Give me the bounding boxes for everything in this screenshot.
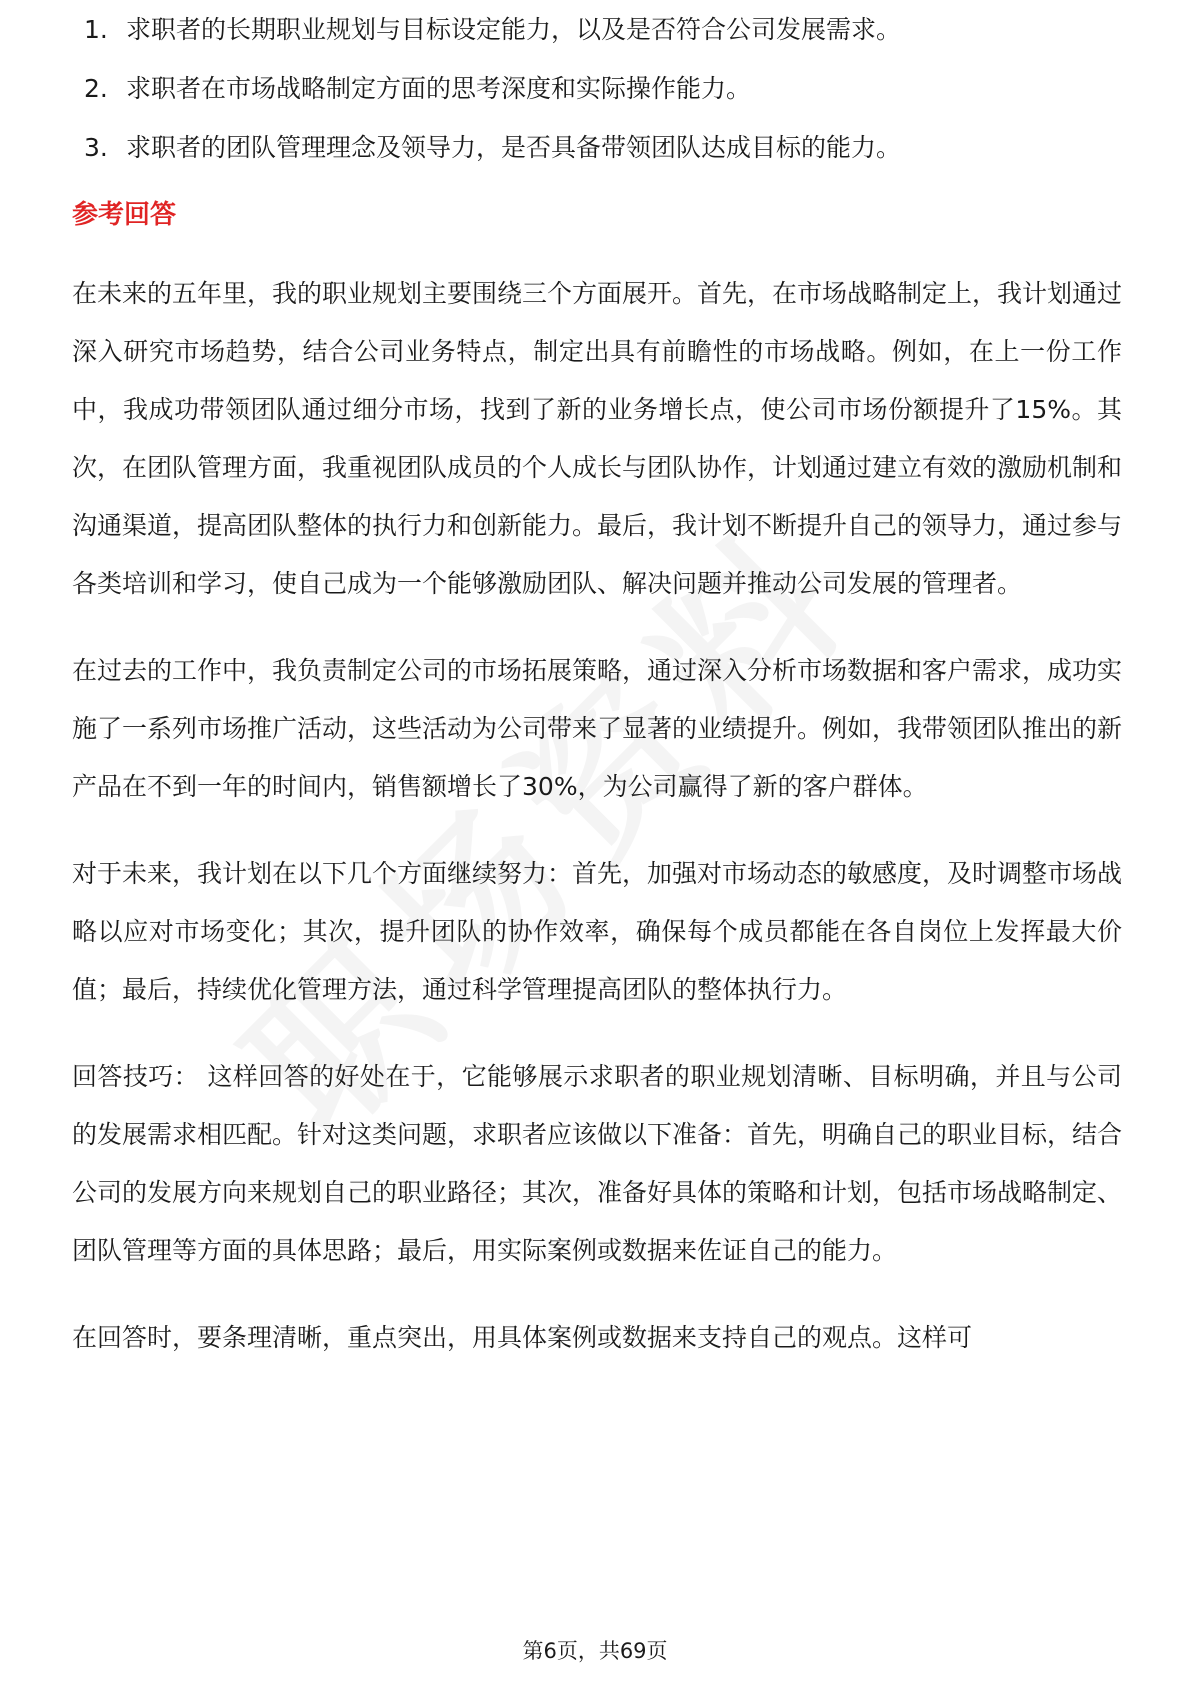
criteria-text: 求职者的团队管理理念及领导力，是否具备带领团队达成目标的能力。 bbox=[126, 133, 902, 162]
answer-paragraph: 对于未来，我计划在以下几个方面继续努力：首先，加强对市场动态的敏感度，及时调整市场战略以应对市场变化；其次，提升团队的协作效率，确保每个成员都能在各自岗位上发挥最大价值；最后，持续优化管理方法，通过科学管理提高团队的整体执行力。 bbox=[72, 859, 1123, 1004]
answer-tips-paragraph: 回答技巧： 这样回答的好处在于，它能够展示求职者的职业规划清晰、目标明确，并且与公司的发展需求相匹配。针对这类问题，求职者应该做以下准备：首先，明确自己的职业目标，结合公司的发展方向来规划自己的职业路径；其次，准备好具体的策略和计划，包括市场战略制定、团队管理等方面的具体思路；最后，用实际案例或数据来佐证自己的能力。 bbox=[72, 1062, 1123, 1265]
page-number-footer: 第6页，共69页 bbox=[522, 1639, 668, 1663]
evaluation-criteria-list bbox=[72, 0, 1122, 177]
answer-paragraph: 在回答时，要条理清晰，重点突出，用具体案例或数据来支持自己的观点。这样可 bbox=[72, 1323, 973, 1352]
criteria-text: 求职者在市场战略制定方面的思考深度和实际操作能力。 bbox=[126, 74, 752, 103]
page-content bbox=[72, 0, 1122, 1396]
list-number: 3. bbox=[84, 133, 108, 162]
criteria-text: 求职者的长期职业规划与目标设定能力，以及是否符合公司发展需求。 bbox=[126, 15, 902, 44]
criteria-item bbox=[72, 59, 1122, 118]
answer-paragraph: 在未来的五年里，我的职业规划主要围绕三个方面展开。首先，在市场战略制定上，我计划通过深入研究市场趋势，结合公司业务特点，制定出具有前瞻性的市场战略。例如，在上一份工作中，我成功带领团队通过细分市场，找到了新的业务增长点，使公司市场份额提升了15%。其次，在团队管理方面，我重视团队成员的个人成长与团队协作，计划通过建立有效的激励机制和沟通渠道，提高团队整体的执行力和创新能力。最后，我计划不断提升自己的领导力，通过参与各类培训和学习，使自己成为一个能够激励团队、解决问题并推动公司发展的管理者。 bbox=[72, 279, 1123, 598]
criteria-item bbox=[72, 118, 1122, 177]
criteria-item bbox=[72, 0, 1122, 59]
reference-answer-heading: 参考回答 bbox=[72, 200, 177, 230]
list-number: 1. bbox=[84, 15, 108, 44]
answer-paragraph: 在过去的工作中，我负责制定公司的市场拓展策略，通过深入分析市场数据和客户需求，成功实施了一系列市场推广活动，这些活动为公司带来了显著的业绩提升。例如，我带领团队推出的新产品在不到一年的时间内，销售额增长了30%，为公司赢得了新的客户群体。 bbox=[72, 656, 1123, 801]
list-number: 2. bbox=[84, 74, 108, 103]
